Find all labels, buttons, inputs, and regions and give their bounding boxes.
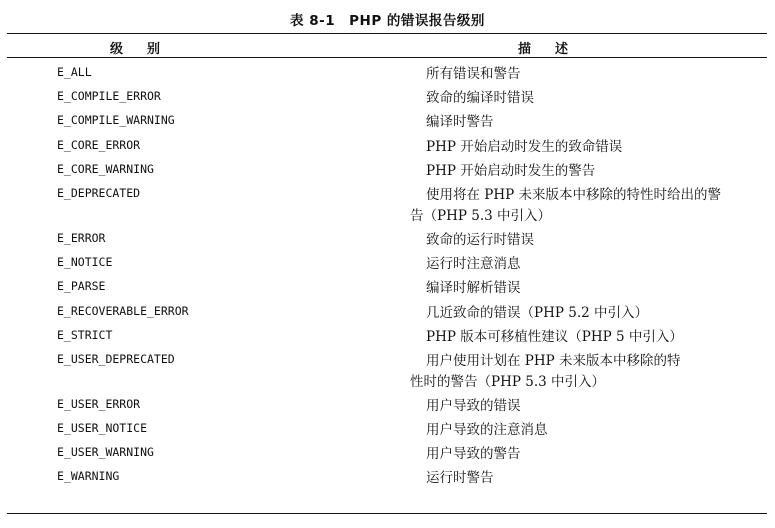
error-level-description [410, 185, 722, 227]
description-line: 几近致命的错误（PHP 5.2 中引入） [426, 304, 648, 321]
table-bottom-rule [7, 513, 767, 514]
table-row [0, 464, 775, 488]
table-row [0, 347, 775, 392]
error-level-description [426, 420, 548, 441]
description-line: 使用将在 PHP 未来版本中移除的特性时给出的警 [426, 186, 722, 203]
description-line: PHP 版本可移植性建议（PHP 5 中引入） [426, 328, 683, 345]
description-line: 性时的警告（PHP 5.3 中引入） [410, 373, 605, 390]
table-row [0, 181, 775, 226]
table-row [0, 323, 775, 347]
error-level-name: E_CORE_WARNING [57, 161, 154, 176]
description-line: PHP 开始启动时发生的致命错误 [426, 138, 623, 155]
error-level-description [426, 161, 595, 182]
description-line: PHP 开始启动时发生的警告 [426, 162, 596, 179]
table-row [0, 60, 775, 84]
error-level-name: E_RECOVERABLE_ERROR [57, 303, 189, 318]
table-row [0, 250, 775, 274]
column-header-description: 描述 [518, 42, 593, 57]
description-line: 编译时解析错误 [426, 280, 521, 297]
table-row [0, 108, 775, 132]
error-level-name: E_NOTICE [57, 255, 113, 270]
error-level-description [410, 351, 681, 393]
table-row [0, 157, 775, 181]
description-line: 所有错误和警告 [426, 66, 521, 82]
table-body [0, 60, 775, 489]
error-level-name: E_WARNING [57, 469, 120, 484]
description-line: 致命的编译时错误 [426, 90, 534, 107]
error-level-name: E_STRICT [57, 327, 113, 342]
error-level-name: E_ALL [57, 65, 92, 79]
error-level-name: E_COMPILE_ERROR [57, 89, 161, 104]
table-row [0, 299, 775, 323]
description-line: 用户导致的注意消息 [426, 422, 548, 439]
error-level-description [426, 254, 521, 275]
error-level-name: E_USER_ERROR [57, 396, 141, 411]
table-row [0, 274, 775, 298]
description-line: 告（PHP 5.3 中引入） [410, 207, 551, 224]
description-line: 运行时警告 [426, 470, 494, 487]
error-level-description [426, 137, 622, 158]
error-level-description [426, 303, 648, 324]
error-level-description [426, 444, 521, 465]
table-row [0, 84, 775, 108]
description-line: 用户导致的错误 [426, 397, 521, 414]
error-level-name: E_USER_DEPRECATED [57, 351, 175, 366]
description-line: 编译时警告 [426, 114, 494, 131]
error-level-description [426, 468, 494, 489]
table-header-rule [7, 57, 767, 58]
table-row [0, 416, 775, 440]
column-header-level: 级别 [110, 42, 185, 57]
error-level-name: E_USER_WARNING [57, 445, 154, 460]
error-level-name: E_USER_NOTICE [57, 421, 148, 436]
description-line: 致命的运行时错误 [426, 231, 534, 248]
error-level-name: E_DEPRECATED [57, 185, 141, 200]
table-row [0, 440, 775, 464]
table-top-rule [7, 33, 767, 34]
table-row [0, 133, 775, 157]
error-level-description [426, 230, 534, 251]
error-level-name: E_PARSE [57, 279, 106, 294]
description-line: 用户使用计划在 PHP 未来版本中移除的特 [426, 352, 681, 369]
error-level-description [426, 64, 521, 85]
table-row [0, 226, 775, 250]
error-level-name: E_CORE_ERROR [57, 137, 141, 152]
error-level-name: E_ERROR [57, 230, 106, 245]
error-level-description [426, 88, 534, 109]
error-level-description [426, 278, 521, 299]
table-caption: 表 8-1 PHP 的错误报告级别 [290, 13, 485, 29]
description-line: 用户导致的警告 [426, 446, 521, 463]
error-level-description [426, 396, 521, 417]
error-level-description [426, 327, 683, 348]
table-row [0, 392, 775, 416]
error-level-description [426, 112, 494, 133]
error-level-name: E_COMPILE_WARNING [57, 113, 175, 128]
description-line: 运行时注意消息 [426, 256, 521, 273]
